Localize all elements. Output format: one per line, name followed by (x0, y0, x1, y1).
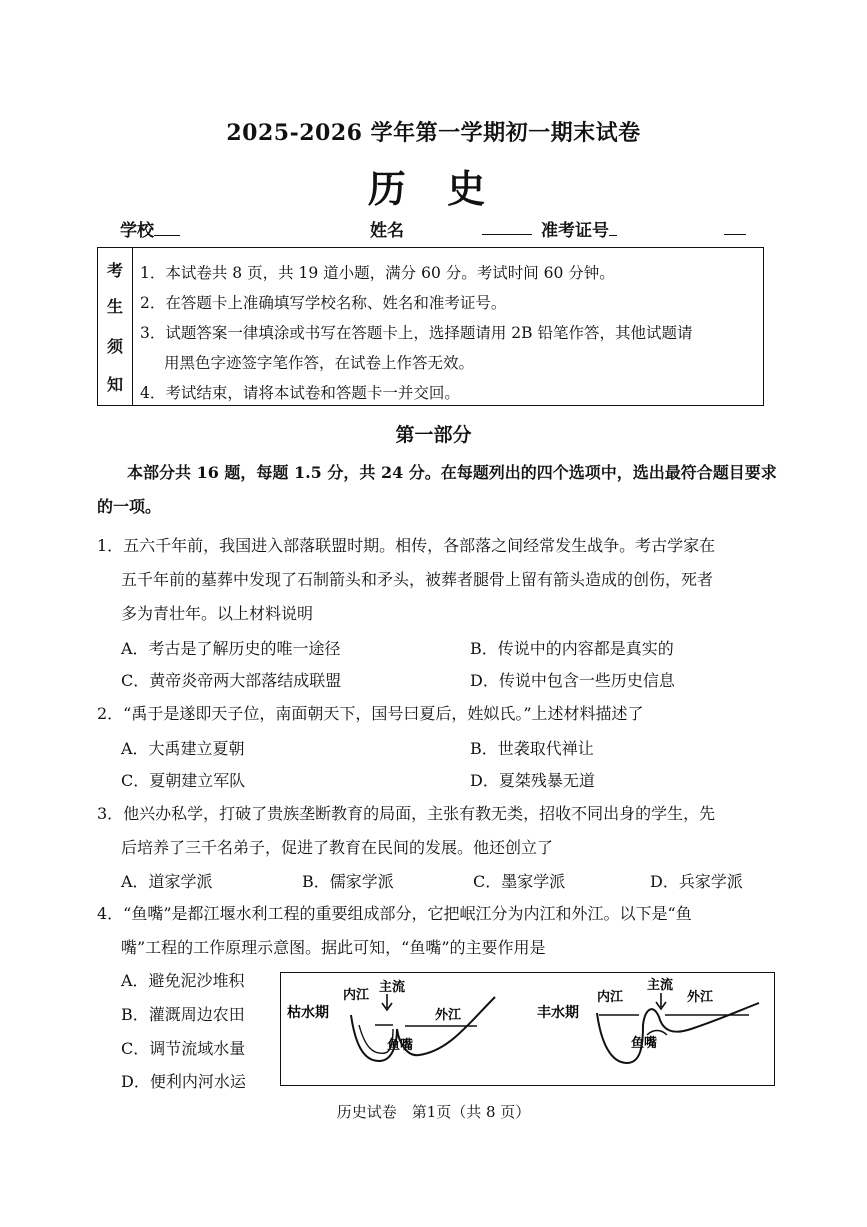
name-field (370, 216, 404, 241)
q4-option-a[interactable]: A．避免泥沙堆积 (121, 971, 245, 990)
exam-id-blank-b (724, 216, 746, 235)
question-3 (97, 797, 777, 865)
question-line: 后培养了三千名弟子，促进了教育在民间的发展。他还创立了 (121, 838, 554, 857)
q4-option-b[interactable]: B．灌溉周边农田 (121, 1005, 245, 1024)
part-title: 第一部分 (395, 424, 472, 446)
dry-outer-river-label: 外江 (435, 1008, 462, 1023)
question-line: 2．“禹于是遂即天子位，南面朝天下，国号曰夏后，姓姒氏。”上述材料描述了 (97, 704, 644, 723)
notice-heading (98, 248, 133, 405)
q2-option-b[interactable]: B．世袭取代禅让 (470, 739, 594, 758)
notice-item-continued: 用黑色字迹签字笔作答，在试卷上作答无效。 (164, 354, 475, 372)
notice-heading-char: 考 (106, 261, 123, 280)
dry-riverbed-outline (351, 997, 495, 1061)
exam-id-tail (724, 216, 746, 240)
dry-main-flow-label: 主流 (379, 980, 406, 995)
q4-option-d[interactable]: D．便利内河水运 (121, 1072, 246, 1091)
question-2 (97, 697, 777, 731)
school-blank (154, 217, 180, 236)
dry-fish-mouth-label: 鱼嘴 (387, 1038, 414, 1053)
wet-flow-arrow-icon (656, 993, 666, 1009)
q1-option-b[interactable]: B．传说中的内容都是真实的 (470, 639, 674, 658)
q4-option-c[interactable]: C．调节流域水量 (121, 1039, 246, 1058)
question-line: 多为青壮年。以上材料说明 (121, 604, 314, 623)
notice-heading-char: 须 (106, 337, 123, 356)
wet-season-label: 丰水期 (537, 1005, 579, 1021)
name-label: 姓名 (370, 221, 404, 241)
dry-flow-arrow-icon (382, 994, 392, 1010)
dry-season-label: 枯水期 (287, 1005, 329, 1021)
notice-heading-char: 生 (106, 297, 123, 316)
yuzui-diagram-svg (281, 973, 774, 1085)
notice-items (140, 258, 760, 408)
yuzui-diagram (280, 972, 775, 1086)
question-line: 嘴”工程的工作原理示意图。据此可知，“鱼嘴”的主要作用是 (121, 938, 546, 957)
notice-item: 1．本试卷共 8 页，共 19 道小题，满分 60 分。考试时间 60 分钟。 (140, 264, 615, 282)
question-line: 1．五六千年前，我国进入部落联盟时期。相传，各部落之间经常发生战争。考古学家在 (97, 536, 716, 555)
name-blank (482, 216, 532, 235)
school-field (120, 216, 180, 241)
q3-option-d[interactable]: D．兵家学派 (650, 872, 743, 891)
subject-title: 历 史 (367, 166, 500, 211)
wet-main-flow-label: 主流 (647, 978, 674, 993)
exam-title: 2025-2026 学年第一学期初一期末试卷 (226, 120, 641, 146)
q1-option-d[interactable]: D．传说中包含一些历史信息 (470, 671, 675, 690)
q3-option-c[interactable]: C．墨家学派 (473, 872, 566, 891)
q3-option-b[interactable]: B．儒家学派 (302, 872, 394, 891)
q3-option-a[interactable]: A．道家学派 (121, 872, 213, 891)
exam-id-blank-a (609, 217, 617, 236)
wet-fish-mouth-label: 鱼嘴 (631, 1036, 658, 1051)
question-line: 五千年前的墓葬中发现了石制箭头和矛头，被葬者腿骨上留有箭头造成的创伤，死者 (121, 570, 714, 589)
notice-item: 2．在答题卡上准确填写学校名称、姓名和准考证号。 (140, 294, 507, 312)
wet-riverbed-outline (597, 1003, 759, 1063)
part-intro: 本部分共 16 题，每题 1.5 分，共 24 分。在每题列出的四个选项中，选出最符合题目要求的一项。 (97, 463, 777, 516)
wet-fish-mouth-mark (647, 1031, 667, 1036)
exam-id-label: 准考证号 (541, 221, 609, 241)
exam-notice-box (97, 247, 764, 406)
q1-option-c[interactable]: C．黄帝炎帝两大部落结成联盟 (121, 671, 342, 690)
dry-inner-river-label: 内江 (343, 988, 370, 1003)
question-line: 4．“鱼嘴”是都江堰水利工程的重要组成部分，它把岷江分为内江和外江。以下是“鱼 (97, 904, 692, 923)
notice-heading-char: 知 (106, 375, 123, 394)
q2-option-c[interactable]: C．夏朝建立军队 (121, 771, 246, 790)
page-footer: 历史试卷 第1页（共 8 页） (336, 1103, 531, 1121)
name-blank-field (482, 216, 532, 240)
notice-item: 3．试题答案一律填涂或书写在答题卡上，选择题请用 2B 铅笔作答，其他试题请 (140, 324, 693, 342)
question-1 (97, 529, 777, 631)
q1-option-a[interactable]: A．考古是了解历史的唯一途径 (121, 639, 341, 658)
q2-option-d[interactable]: D．夏桀残暴无道 (470, 771, 595, 790)
notice-item: 4．考试结束，请将本试卷和答题卡一并交回。 (140, 384, 460, 402)
exam-id-field (541, 216, 617, 241)
wet-inner-river-label: 内江 (597, 990, 624, 1005)
question-line: 3．他兴办私学，打破了贵族垄断教育的局面，主张有教无类，招收不同出身的学生，先 (97, 804, 716, 823)
school-label: 学校 (120, 221, 154, 241)
question-4 (97, 897, 777, 965)
wet-outer-river-label: 外江 (687, 990, 714, 1005)
q2-option-a[interactable]: A．大禹建立夏朝 (121, 739, 245, 758)
